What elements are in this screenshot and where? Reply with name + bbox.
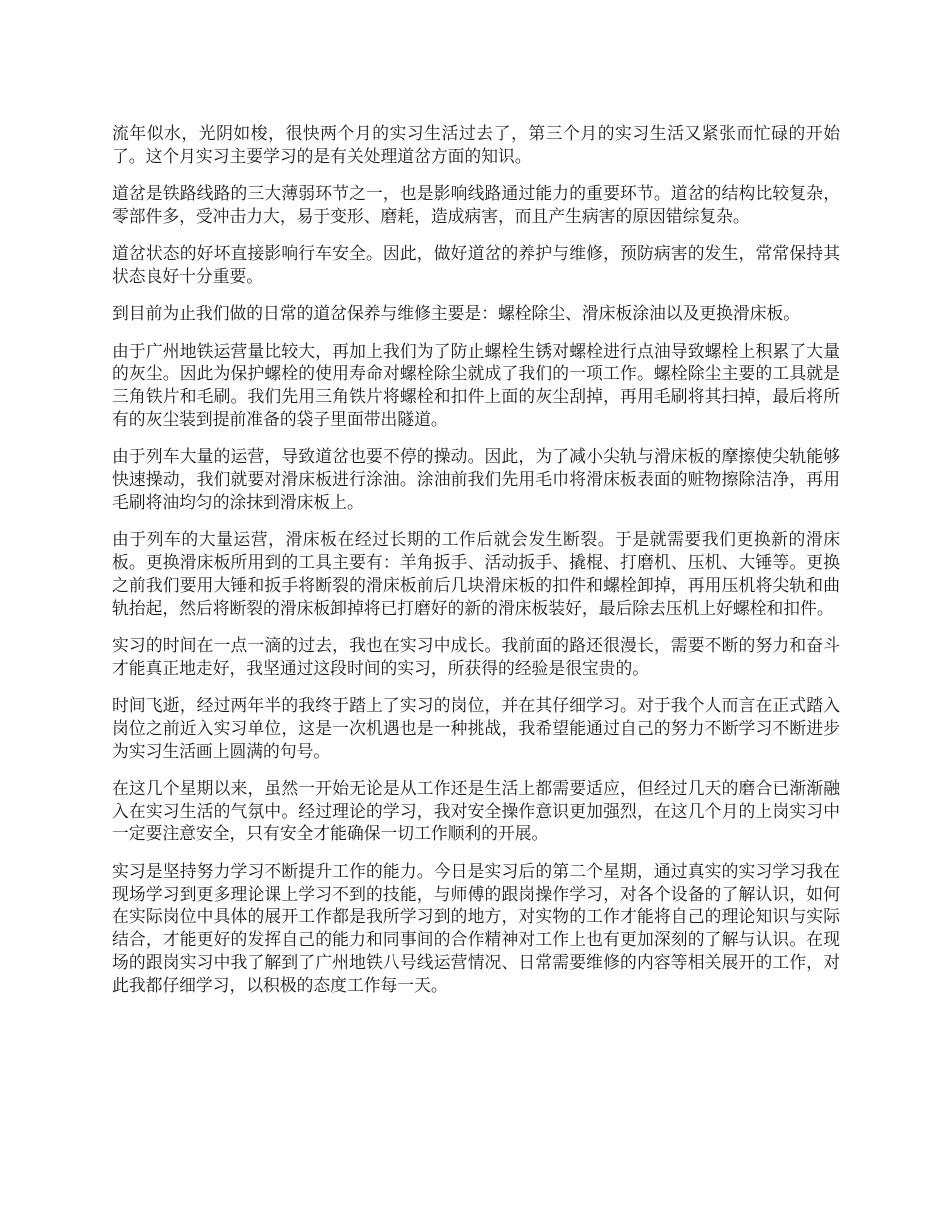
paragraph: 时间飞逝，经过两年半的我终于踏上了实习的岗位，并在其仔细学习。对于我个人而言在正式踏入岗位之前近入实习单位，这是一次机遇也是一种挑战，我希望能通过自己的努力不断学习不断进步为实习生活画上圆满的句号。 bbox=[112, 694, 840, 761]
paragraph: 到目前为止我们做的日常的道岔保养与维修主要是：螺栓除尘、滑床板涂油以及更换滑床板。 bbox=[112, 303, 801, 324]
paragraph: 道岔状态的好坏直接影响行车安全。因此，做好道岔的养护与维修，预防病害的发生，常常保持其状态良好十分重要。 bbox=[112, 243, 840, 286]
paragraph: 道岔是铁路线路的三大薄弱环节之一，也是影响线路通过能力的重要环节。道岔的结构比较复杂，零部件多，受冲击力大，易于变形、磨耗，造成病害，而且产生病害的原因错综复杂。 bbox=[112, 183, 840, 226]
paragraph: 由于列车大量的运营，导致道岔也要不停的操动。因此，为了减小尖轨与滑床板的摩擦使尖轨能够快速操动，我们就要对滑床板进行涂油。涂油前我们先用毛巾将滑床板表面的赃物擦除洁净，再用毛刷将油均匀的涂抹到滑床板上。 bbox=[112, 446, 840, 512]
paragraph: 实习的时间在一点一滴的过去，我也在实习中成长。我前面的路还很漫长，需要不断的努力和奋斗才能真正地走好，我坚通过这段时间的实习，所获得的经验是很宝贵的。 bbox=[112, 634, 840, 678]
paragraph: 流年似水，光阴如梭，很快两个月的实习生活过去了，第三个月的实习生活又紧张而忙碌的开始了。这个月实习主要学习的是有关处理道岔方面的知识。 bbox=[112, 123, 840, 166]
paragraph: 在这几个星期以来，虽然一开始无论是从工作还是生活上都需要适应，但经过几天的磨合已渐渐融入在实习生活的气氛中。经过理论的学习，我对安全操作意识更加强烈，在这几个月的上岗实习中一定要注意安全，只有安全才能确保一切工作顺利的开展。 bbox=[112, 777, 840, 844]
paragraph: 由于广州地铁运营量比较大，再加上我们为了防止螺栓生锈对螺栓进行点油导致螺栓上积累了大量的灰尘。因此为保护螺栓的使用寿命对螺栓除尘就成了我们的一项工作。螺栓除尘主要的工具就是三角铁片和毛刷。我们先用三角铁片将螺栓和扣件上面的灰尘刮掉，再用毛刷将其扫掉，最后将所有的灰尘装到提前准备的袋子里面带出隧道。 bbox=[112, 340, 840, 429]
document-body bbox=[112, 122, 840, 1011]
paragraph: 由于列车的大量运营，滑床板在经过长期的工作后就会发生断裂。于是就需要我们更换新的滑床板。更换滑床板所用到的工具主要有：羊角扳手、活动扳手、撬棍、打磨机、压机、大锤等。更换之前我们要用大锤和扳手将断裂的滑床板前后几块滑床板的扣件和螺栓卸掉，再用压机将尖轨和曲轨抬起，然后将断裂的滑床板卸掉将已打磨好的新的滑床板装好，最后除去压机上好螺栓和扣件。 bbox=[112, 529, 840, 618]
paragraph: 实习是坚持努力学习不断提升工作的能力。今日是实习后的第二个星期，通过真实的实习学习我在现场学习到更多理论课上学习不到的技能，与师傅的跟岗操作学习，对各个设备的了解认识，如何在实际岗位中具体的展开工作都是我所学习到的地方，对实物的工作才能将自己的理论知识与实际结合，才能更好的发挥自己的能力和同事间的合作精神对工作上也有更加深刻的了解与认识。在现场的跟岗实习中我了解到了广州地铁八号线运营情况、日常需要维修的内容等相关展开的工作，对此我都仔细学习，以积极的态度工作每一天。 bbox=[112, 860, 840, 995]
